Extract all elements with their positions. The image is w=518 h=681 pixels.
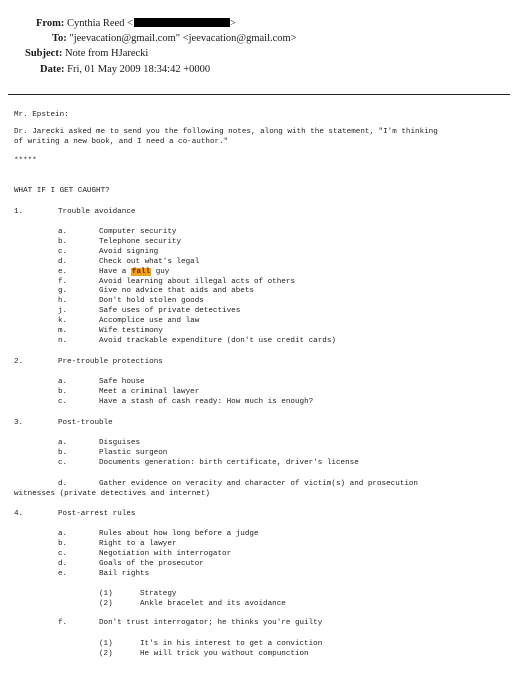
section-4-item-label: a. — [58, 530, 68, 538]
section-2-item-label: c. — [58, 398, 68, 406]
section-4-f-subitem-text: It's in his interest to get a conviction — [140, 640, 323, 648]
section-3-item-label: c. — [58, 459, 68, 467]
section-1-item-label: f. — [58, 277, 68, 286]
section-1-item-text: Have a fall guy — [99, 267, 170, 276]
subject-value: Note from HJarecki — [64, 48, 149, 59]
section-4-item-text: Goals of the prosecutor — [99, 560, 204, 568]
section-1-item-text: Give no advice that aids and abets — [99, 287, 254, 296]
section-3-item-d-text-2: witnesses (private detectives and internet) — [14, 490, 210, 498]
section-4-item-label: e. — [58, 570, 68, 578]
section-3-item-label: b. — [58, 449, 68, 457]
section-1-item-text: Computer security — [99, 228, 177, 236]
date-value: Fri, 01 May 2009 18:34:42 +0000 — [67, 64, 211, 75]
section-4-item-text: Rules about how long before a judge — [99, 530, 259, 538]
section-1-item-label: c. — [58, 247, 68, 256]
section-3-item-text: Plastic surgeon — [99, 449, 168, 457]
section-4-item-label: d. — [58, 560, 68, 568]
section-1-item-text: Wife testimony — [99, 327, 163, 335]
intro-line-1: Dr. Jarecki asked me to send you the following notes, along with the statement, "I'm thinking — [14, 128, 438, 136]
separator-stars: ***** — [14, 157, 37, 165]
section-1-item-label: a. — [58, 228, 68, 236]
subject-label: Subject: — [25, 48, 63, 59]
date-line — [40, 64, 210, 76]
section-1-item-label: m. — [58, 327, 68, 335]
section-4-item-f-label: f. — [58, 619, 68, 627]
section-1-item-text: Don't hold stolen goods — [99, 297, 204, 306]
section-1-item-text: Telephone security — [99, 237, 182, 246]
section-1-item-label: k. — [58, 317, 68, 326]
section-1-item-text: Avoid trackable expenditure (don't use credit cards) — [99, 336, 336, 345]
section-3-item-text: Disguises — [99, 439, 141, 447]
section-4-f-subitem-text: He will trick you without compunction — [140, 650, 309, 658]
salutation: Mr. Epstein: — [14, 111, 69, 119]
section-4-e-subitem-text: Ankle bracelet and its avoidance — [140, 600, 286, 608]
from-label: From: — [36, 18, 65, 29]
from-line — [36, 18, 236, 30]
section-3-item-d-text-1: Gather evidence on veracity and character of victim(s) and prosecution — [99, 480, 418, 488]
section-2-item-text: Meet a criminal lawyer — [99, 388, 200, 396]
section-1-item-text: Check out what's legal — [99, 257, 200, 266]
section-1-item-label: h. — [58, 297, 68, 306]
section-4-item-label: c. — [58, 550, 68, 558]
document-title: WHAT IF I GET CAUGHT? — [14, 187, 110, 195]
section-1-item-text: Avoid learning about illegal acts of others — [99, 277, 295, 286]
intro-line-2: of writing a new book, and I need a co-author." — [14, 138, 229, 146]
section-2-item-text: Have a stash of cash ready: How much is enough? — [99, 398, 314, 406]
section-4-e-subitem-label: (1) — [99, 590, 113, 598]
section-2-item-label: b. — [58, 388, 68, 396]
section-3-title: Post-trouble — [58, 419, 113, 427]
section-2-number: 2. — [14, 358, 24, 366]
section-1-item-label: n. — [58, 336, 68, 345]
section-1-item-label: e. — [58, 267, 68, 276]
header-divider — [8, 94, 510, 95]
section-4-e-subitem-text: Strategy — [140, 590, 177, 598]
section-1-item-text: Safe uses of private detectives — [99, 307, 241, 316]
section-4-title: Post-arrest rules — [58, 510, 136, 518]
section-1-item-text: Avoid signing — [99, 247, 159, 256]
highlighted-word: fall — [131, 267, 151, 276]
section-3-number: 3. — [14, 419, 24, 427]
section-1-item-label: g. — [58, 287, 68, 296]
to-value: "jeevacation@gmail.com" <jeevacation@gmail.com> — [69, 33, 297, 44]
section-4-e-subitem-label: (2) — [99, 600, 113, 608]
to-line — [52, 33, 297, 45]
section-4-item-text: Bail rights — [99, 570, 150, 578]
section-2-item-label: a. — [58, 378, 68, 386]
section-1-item-label: b. — [58, 237, 68, 246]
section-1-item-label: j. — [58, 307, 68, 316]
section-4-item-f-text: Don't trust interrogator; he thinks you're guilty — [99, 619, 323, 627]
section-4-number: 4. — [14, 510, 24, 518]
redaction-bar — [134, 18, 230, 27]
section-2-item-text: Safe house — [99, 378, 145, 386]
section-1-number: 1. — [14, 208, 24, 216]
from-tail: > — [230, 18, 236, 29]
section-1-item-text: Accomplice use and law — [99, 317, 200, 326]
section-1-title: Trouble avoidance — [58, 208, 136, 216]
section-4-item-text: Negotiation with interrogator — [99, 550, 232, 558]
section-2-title: Pre-trouble protections — [58, 358, 163, 366]
section-4-item-text: Right to a lawyer — [99, 540, 177, 548]
section-4-item-label: b. — [58, 540, 68, 548]
section-4-f-subitem-label: (1) — [99, 640, 113, 648]
section-3-item-text: Documents generation: birth certificate, driver's license — [99, 459, 359, 467]
from-value: Cynthia Reed < — [67, 18, 134, 29]
section-3-item-d-label: d. — [58, 480, 68, 488]
to-label: To: — [52, 33, 67, 44]
date-label: Date: — [40, 64, 65, 75]
section-1-item-label: d. — [58, 257, 68, 266]
section-3-item-label: a. — [58, 439, 68, 447]
section-4-f-subitem-label: (2) — [99, 650, 113, 658]
subject-line — [25, 48, 148, 60]
